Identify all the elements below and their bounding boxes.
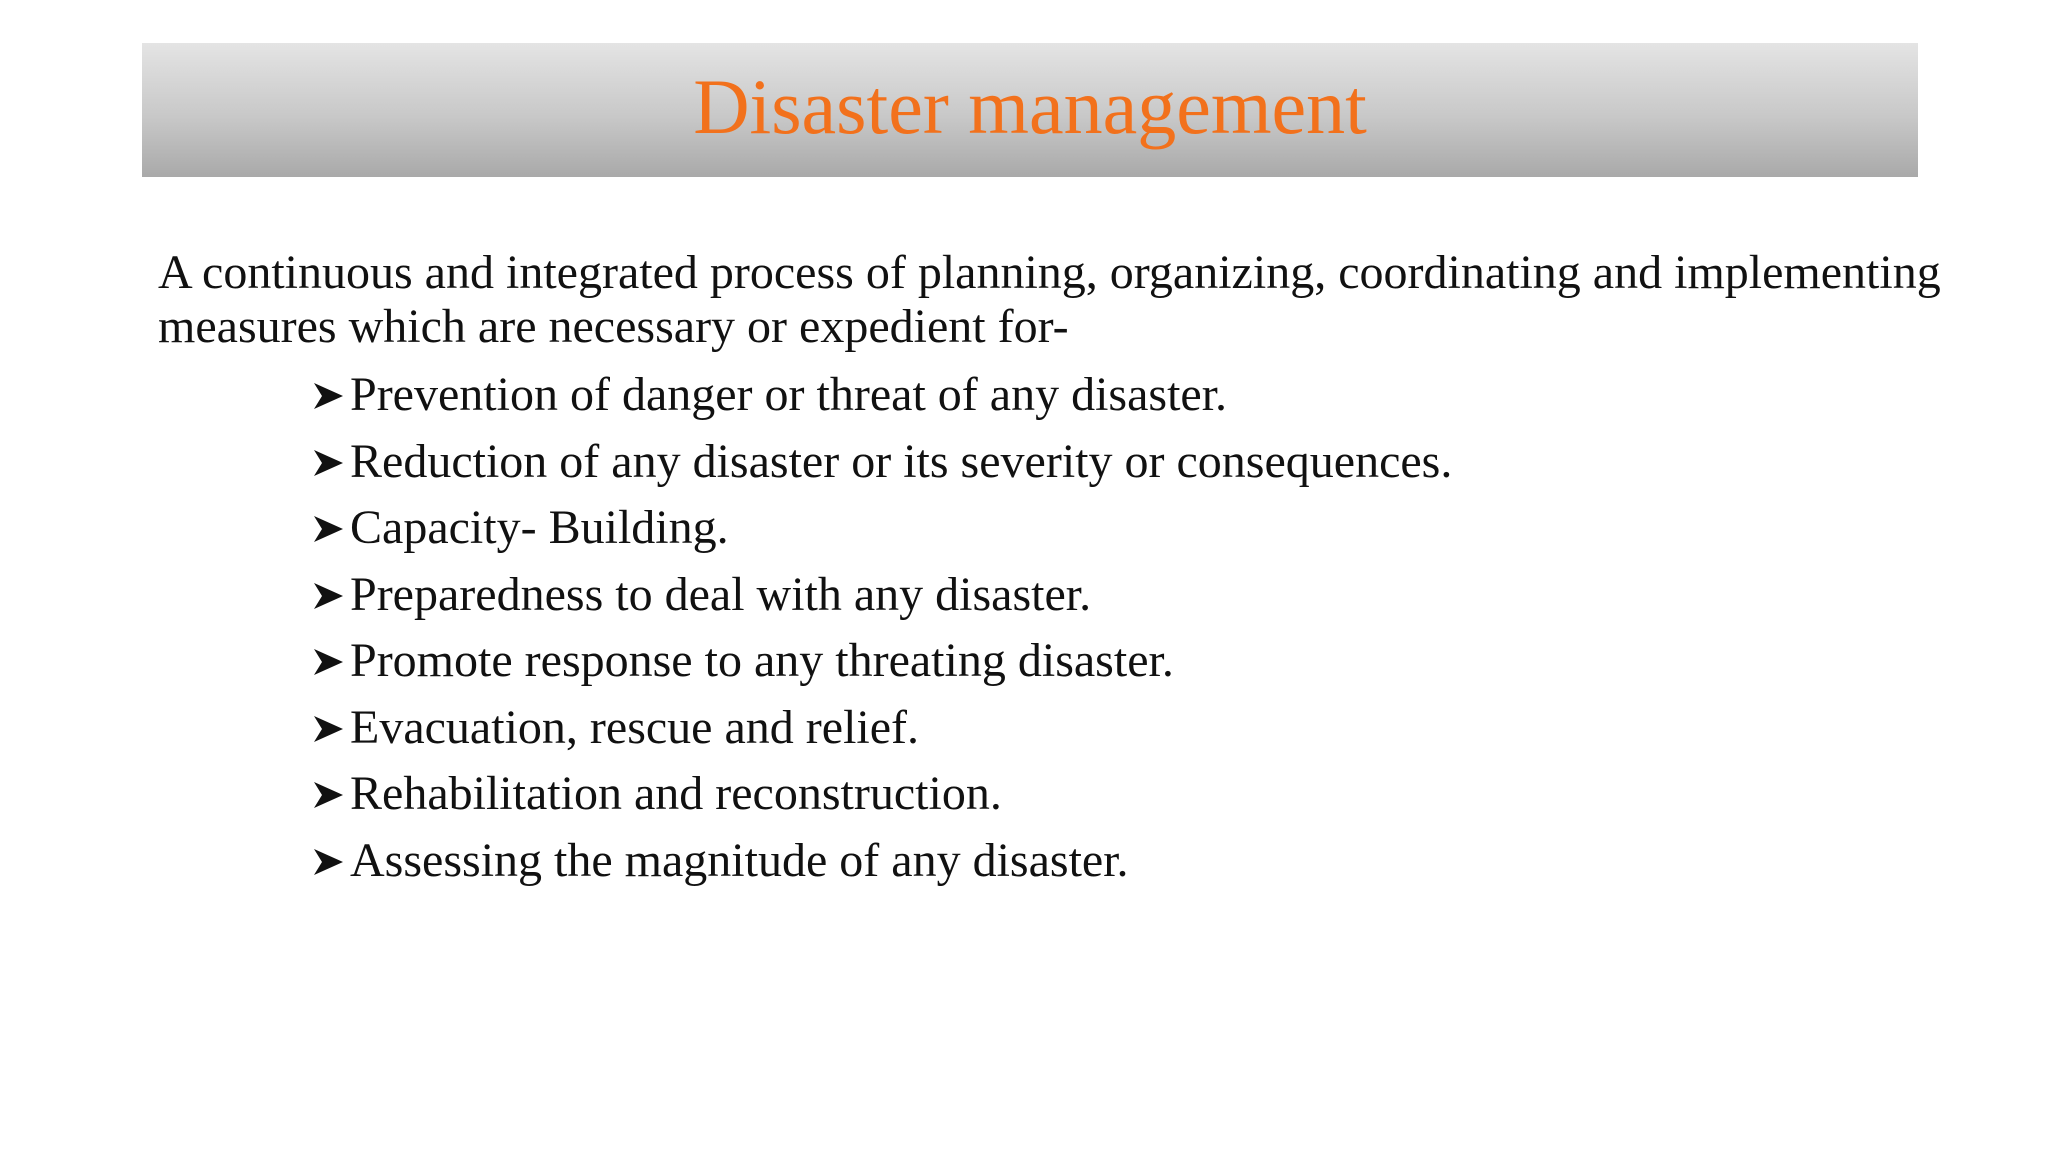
bullet-list xyxy=(312,368,1452,900)
list-item-text: Promote response to any threating disaster. xyxy=(350,634,1174,687)
list-item-text: Assessing the magnitude of any disaster. xyxy=(350,833,1129,887)
list-item xyxy=(312,368,1452,435)
list-item xyxy=(312,701,1452,768)
title-bar xyxy=(142,43,1918,177)
arrowhead-bullet-icon xyxy=(312,634,350,688)
intro-paragraph: A continuous and integrated process of planning, organizing, coordinating and implementing measures which are necessary or expedient for- xyxy=(158,246,1941,353)
list-item-text: Rehabilitation and reconstruction. xyxy=(350,767,1002,820)
list-item xyxy=(312,767,1452,834)
list-item xyxy=(312,435,1452,502)
list-item-text: Evacuation, rescue and relief. xyxy=(350,700,920,754)
list-item-text: Reduction of any disaster or its severity or consequences. xyxy=(350,434,1453,488)
list-item-text: Capacity- Building. xyxy=(350,501,729,554)
list-item-text: Preparedness to deal with any disaster. xyxy=(350,567,1092,621)
arrowhead-bullet-icon xyxy=(312,501,350,555)
list-item xyxy=(312,634,1452,701)
list-item-text: Prevention of danger or threat of any disaster. xyxy=(350,368,1228,421)
list-item xyxy=(312,501,1452,568)
slide-title: Disaster management xyxy=(693,63,1367,150)
arrowhead-bullet-icon xyxy=(312,368,350,422)
arrowhead-bullet-icon xyxy=(312,568,350,622)
arrowhead-bullet-icon xyxy=(312,834,350,888)
list-item xyxy=(312,568,1452,635)
arrowhead-bullet-icon xyxy=(312,435,350,489)
arrowhead-bullet-icon xyxy=(312,701,350,755)
list-item xyxy=(312,834,1452,901)
arrowhead-bullet-icon xyxy=(312,767,350,821)
